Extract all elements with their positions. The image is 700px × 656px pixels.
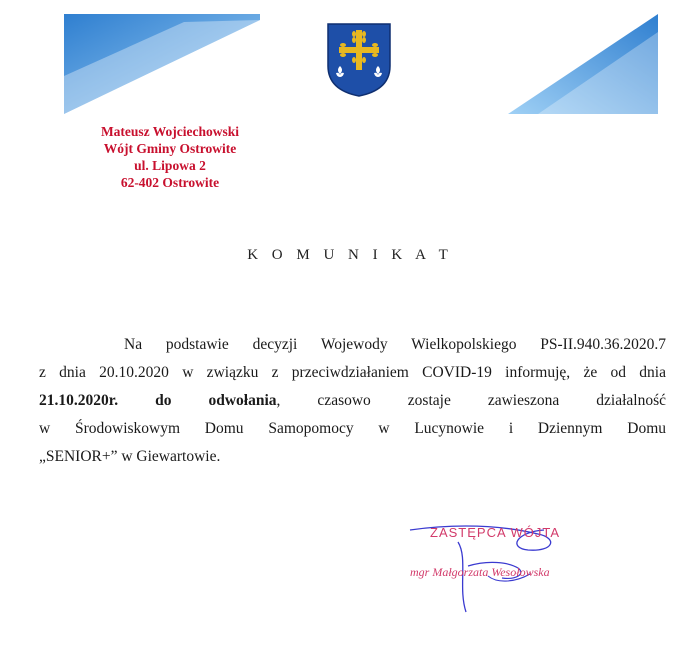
sender-postal-city: 62-402 Ostrowite — [120, 175, 220, 190]
body-line-4: w Środowiskowym Domu Samopomocy w Lucynowie i Dziennym Domu — [39, 420, 666, 437]
stamp-name: mgr Małgorzata Wesołowska — [410, 565, 550, 579]
body-line-2: z dnia 20.10.2020 w związku z przeciwdziałaniem COVID-19 informuję, że od dnia — [39, 364, 666, 381]
body-until-bold: do odwołania — [155, 392, 277, 409]
body-date-bold: 21.10.2020r. — [39, 392, 119, 409]
body-line-5: „SENIOR+” w Giewartowie. — [39, 448, 221, 465]
sender-position: Wójt Gminy Ostrowite — [103, 141, 237, 156]
body-line-1: Na podstawie decyzji Wojewody Wielkopolskiego PS-II.940.36.2020.7 — [124, 336, 666, 353]
decorative-corner-right — [508, 14, 658, 116]
coat-of-arms-icon — [326, 22, 392, 98]
body-line-3-rest: , czasowo zostaje zawieszona działalność — [276, 392, 667, 409]
decorative-corner-left — [64, 14, 260, 116]
document-heading: K O M U N I K A T — [247, 247, 453, 263]
sender-block — [70, 123, 270, 191]
sender-name: Mateusz Wojciechowski — [100, 124, 240, 139]
announcement-body — [39, 331, 667, 471]
sender-street: ul. Lipowa 2 — [134, 158, 206, 173]
stamp-title: ZASTĘPCA WÓJTA — [430, 525, 561, 540]
body-line-3 — [39, 387, 666, 415]
